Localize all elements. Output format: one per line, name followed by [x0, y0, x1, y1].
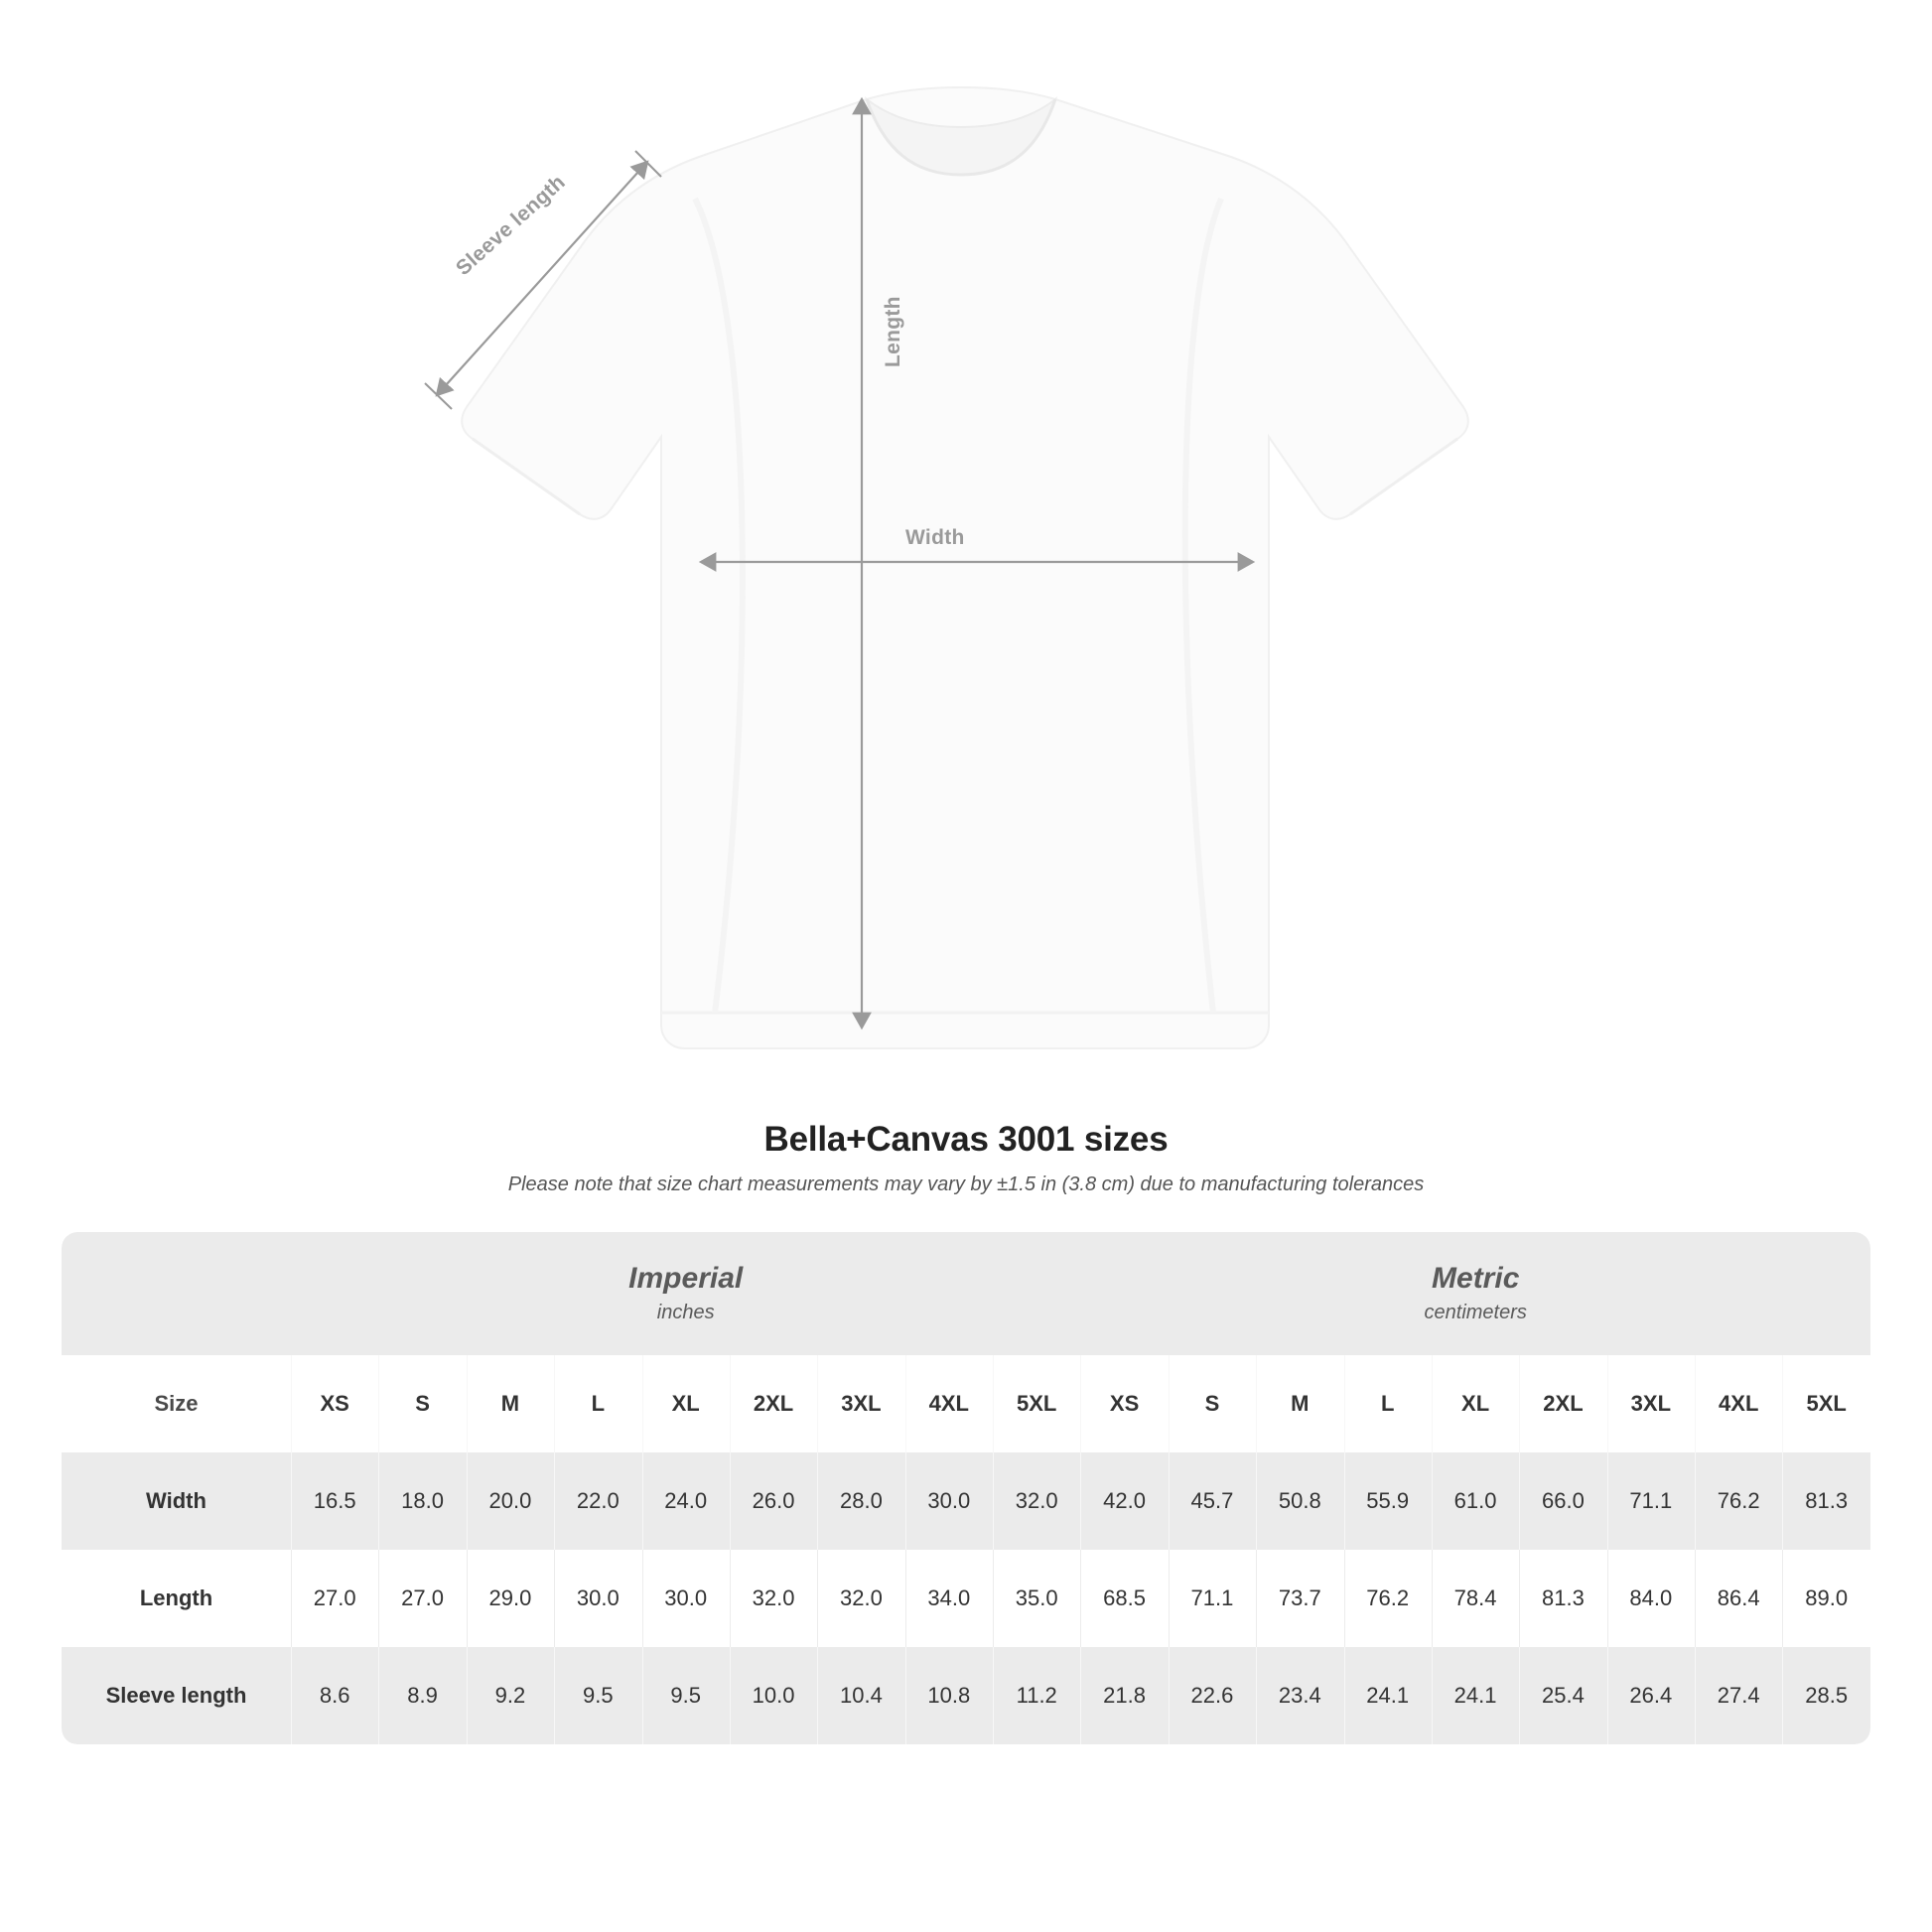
- cell: 24.0: [642, 1452, 730, 1550]
- cell: 66.0: [1519, 1452, 1606, 1550]
- cell: 9.5: [554, 1647, 641, 1744]
- width-label: Width: [905, 526, 965, 549]
- unit-header-imperial: [291, 1232, 1080, 1355]
- unit-name-metric: Metric: [1432, 1262, 1520, 1296]
- row-label-sleeve-length: Sleeve length: [62, 1647, 291, 1744]
- size-header-cell: 4XL: [905, 1355, 993, 1452]
- cell: 81.3: [1782, 1452, 1870, 1550]
- size-header-cell: 4XL: [1695, 1355, 1782, 1452]
- size-header-cell: 3XL: [817, 1355, 904, 1452]
- cell: 22.0: [554, 1452, 641, 1550]
- unit-header-spacer: [62, 1232, 291, 1355]
- cell: 10.0: [730, 1647, 817, 1744]
- cell: 28.5: [1782, 1647, 1870, 1744]
- cell: 45.7: [1169, 1452, 1256, 1550]
- size-header-cell: XL: [642, 1355, 730, 1452]
- cell: 22.6: [1169, 1647, 1256, 1744]
- cell: 9.2: [467, 1647, 554, 1744]
- cell: 68.5: [1080, 1550, 1168, 1647]
- cell: 21.8: [1080, 1647, 1168, 1744]
- unit-name-imperial: Imperial: [628, 1262, 744, 1296]
- cell: 20.0: [467, 1452, 554, 1550]
- cell: 30.0: [554, 1550, 641, 1647]
- cell: 11.2: [993, 1647, 1080, 1744]
- size-header-cell: XS: [291, 1355, 378, 1452]
- table-row: [62, 1452, 1870, 1550]
- size-header-cell: M: [467, 1355, 554, 1452]
- size-header-cell: 2XL: [730, 1355, 817, 1452]
- size-header-label: Size: [62, 1355, 291, 1452]
- size-header-cell: 2XL: [1519, 1355, 1606, 1452]
- cell: 86.4: [1695, 1550, 1782, 1647]
- cell: 32.0: [993, 1452, 1080, 1550]
- unit-header-row: [62, 1232, 1870, 1355]
- cell: 26.0: [730, 1452, 817, 1550]
- tolerance-note: Please note that size chart measurements may vary by ±1.5 in (3.8 cm) due to manufacturing tolerances: [507, 1173, 1425, 1195]
- cell: 81.3: [1519, 1550, 1606, 1647]
- cell: 8.6: [291, 1647, 378, 1744]
- cell: 32.0: [730, 1550, 817, 1647]
- size-header-cell: M: [1256, 1355, 1343, 1452]
- cell: 76.2: [1344, 1550, 1432, 1647]
- size-header-cell: XS: [1080, 1355, 1168, 1452]
- cell: 71.1: [1607, 1452, 1695, 1550]
- size-header-cell: S: [1169, 1355, 1256, 1452]
- row-label-width: Width: [62, 1452, 291, 1550]
- cell: 71.1: [1169, 1550, 1256, 1647]
- size-header-cell: XL: [1432, 1355, 1519, 1452]
- unit-sub-imperial: inches: [656, 1301, 715, 1323]
- cell: 27.4: [1695, 1647, 1782, 1744]
- size-header-cell: L: [1344, 1355, 1432, 1452]
- cell: 24.1: [1432, 1647, 1519, 1744]
- cell: 27.0: [378, 1550, 466, 1647]
- cell: 24.1: [1344, 1647, 1432, 1744]
- cell: 23.4: [1256, 1647, 1343, 1744]
- cell: 9.5: [642, 1647, 730, 1744]
- row-label-length: Length: [62, 1550, 291, 1647]
- size-table-wrapper: [62, 1232, 1870, 1744]
- cell: 55.9: [1344, 1452, 1432, 1550]
- shirt-shape: [462, 87, 1468, 1048]
- cell: 18.0: [378, 1452, 466, 1550]
- cell: 73.7: [1256, 1550, 1343, 1647]
- table-row: [62, 1647, 1870, 1744]
- cell: 84.0: [1607, 1550, 1695, 1647]
- size-header-cell: 5XL: [993, 1355, 1080, 1452]
- cell: 30.0: [905, 1452, 993, 1550]
- cell: 78.4: [1432, 1550, 1519, 1647]
- cell: 8.9: [378, 1647, 466, 1744]
- cell: 30.0: [642, 1550, 730, 1647]
- size-header-cell: 5XL: [1782, 1355, 1870, 1452]
- cell: 61.0: [1432, 1452, 1519, 1550]
- cell: 89.0: [1782, 1550, 1870, 1647]
- length-label: Length: [882, 296, 904, 367]
- size-header-cell: L: [554, 1355, 641, 1452]
- size-table: [62, 1232, 1870, 1744]
- size-header-cell: S: [378, 1355, 466, 1452]
- cell: 50.8: [1256, 1452, 1343, 1550]
- cell: 34.0: [905, 1550, 993, 1647]
- unit-sub-metric: centimeters: [1424, 1301, 1527, 1323]
- size-header-row: [62, 1355, 1870, 1452]
- cell: 26.4: [1607, 1647, 1695, 1744]
- cell: 29.0: [467, 1550, 554, 1647]
- page-title: Bella+Canvas 3001 sizes: [763, 1120, 1169, 1159]
- cell: 42.0: [1080, 1452, 1168, 1550]
- size-header-cell: 3XL: [1607, 1355, 1695, 1452]
- cell: 16.5: [291, 1452, 378, 1550]
- cell: 25.4: [1519, 1647, 1606, 1744]
- cell: 35.0: [993, 1550, 1080, 1647]
- table-row: [62, 1550, 1870, 1647]
- cell: 10.4: [817, 1647, 904, 1744]
- cell: 27.0: [291, 1550, 378, 1647]
- title-block: [0, 1120, 1932, 1196]
- cell: 32.0: [817, 1550, 904, 1647]
- unit-header-metric: [1080, 1232, 1870, 1355]
- cell: 10.8: [905, 1647, 993, 1744]
- cell: 28.0: [817, 1452, 904, 1550]
- cell: 76.2: [1695, 1452, 1782, 1550]
- sleeve-length-label: Sleeve length: [452, 170, 570, 281]
